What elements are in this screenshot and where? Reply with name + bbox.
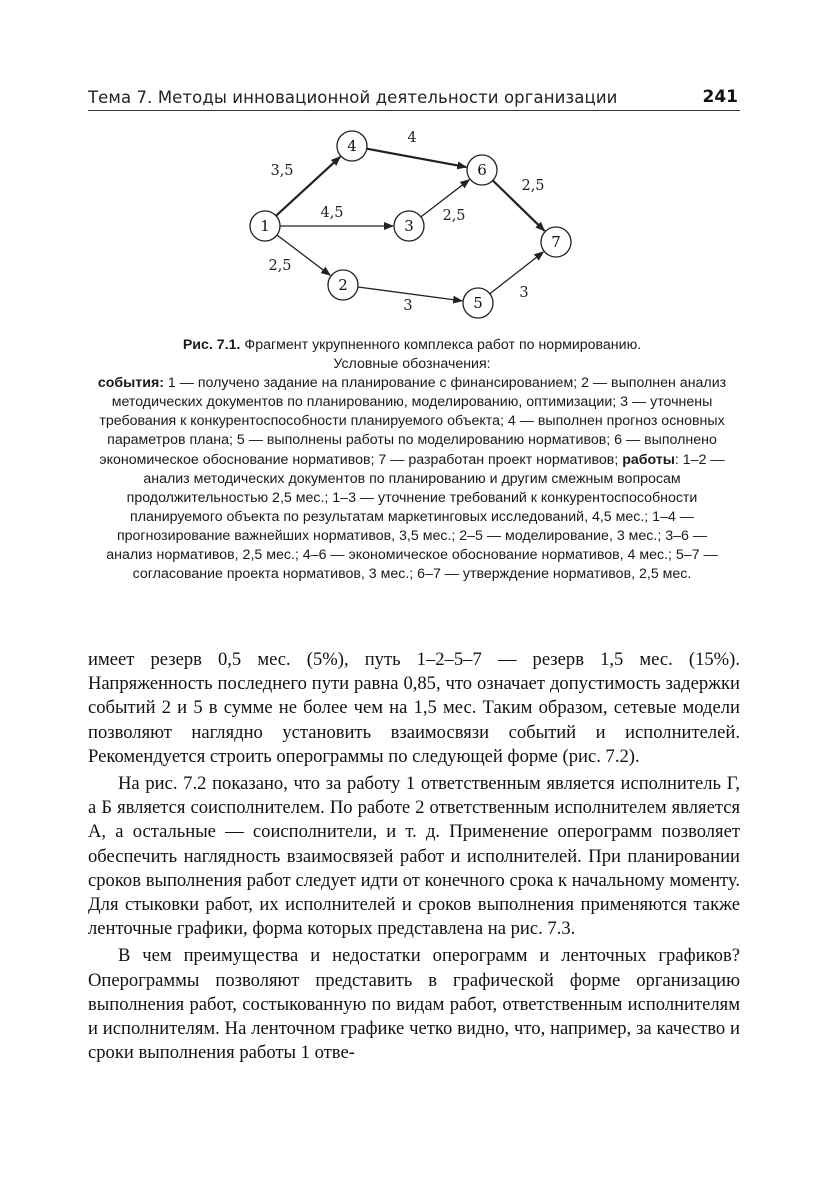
body-text bbox=[88, 648, 740, 1065]
event-node-label: 6 bbox=[477, 161, 487, 179]
header-rule bbox=[88, 110, 740, 111]
edge-label-3-6: 2,5 bbox=[442, 208, 466, 224]
paragraph-3: В чем преимущества и недостатки оперограмм и ленточных графиков? Оперограммы позволяют представить в графической форме организацию выполнения работ, состыкованную по видам работ, ответственным исполнителям и исполнителям. На ленточном графике четко видно, что, например, за качество и сроки выполнения работы 1 отве- bbox=[88, 945, 740, 1064]
edge-label-1-2: 2,5 bbox=[268, 258, 292, 274]
figure-label: Рис. 7.1. bbox=[182, 337, 241, 353]
works-text: : 1–2 — анализ методических документов по планированию и другим смежным вопросам продолжительностью 2,5 мес.; 1–3 — уточнение требований к конкурентоспособности планируемого объекта по результатам маркетинговых исследований, 4,5 мес.; 1–4 — прогнозирование важнейших нормативов, 3,5 мес.; 2–5 — моделирование, 3 мес.; 3–6 — анализ нормативов, 2,5 мес.; 4–6 — экономическое обоснование нормативов, 4 мес.; 5–7 — согласование проекта нормативов, 3 мес.; 6–7 — утверждение нормативов, 2,5 мес. bbox=[106, 451, 725, 583]
edge-label-1-4: 3,5 bbox=[270, 163, 294, 179]
network-diagram bbox=[230, 122, 590, 332]
event-node-label: 2 bbox=[338, 276, 348, 294]
event-node-1 bbox=[250, 211, 280, 241]
caption-title-line bbox=[92, 336, 732, 355]
edge-label-6-7: 2,5 bbox=[521, 178, 545, 194]
figure-caption bbox=[92, 336, 732, 584]
caption-legend bbox=[92, 374, 732, 584]
network-diagram-svg bbox=[230, 122, 590, 332]
event-node-label: 4 bbox=[347, 137, 357, 155]
edge-label-4-6: 4 bbox=[407, 130, 417, 146]
edge-4-6 bbox=[367, 149, 467, 167]
paragraph-1: имеет резерв 0,5 мес. (5%), путь 1–2–5–7 — резерв 1,5 мес. (15%). Напряженность последнего пути равна 0,85, что означает допустимость задержки событий 2 и 5 в сумме не более чем на 1,5 мес. Таким образом, сетевые модели позволяют наглядно установить взаимосвязи событий и исполнителей. Рекомендуется строить оперограммы по следующей форме (рис. 7.2). bbox=[88, 649, 740, 767]
event-node-7 bbox=[541, 227, 571, 257]
events-text: 1 — получено задание на планирование с финансированием; 2 — выполнен анализ методических документов по планированию, моделированию, оптимизации; 3 — уточнены требования к конкурентоспособности планируемого объекта; 4 — выполнен прогноз основных параметров плана; 5 — выполнены работы по моделированию нормативов; 6 — выполнено экономическое обоснование нормативов; 7 — разработан проект нормативов; bbox=[99, 375, 727, 468]
works-label: работы bbox=[622, 451, 675, 468]
running-title: Тема 7. Методы инновационной деятельности организации bbox=[88, 88, 618, 107]
event-node-6 bbox=[467, 155, 497, 185]
edge-label-1-3: 4,5 bbox=[320, 205, 344, 221]
legend-title: Условные обозначения: bbox=[333, 356, 491, 373]
event-node-2 bbox=[328, 270, 358, 300]
event-node-4 bbox=[337, 131, 367, 161]
figure-title: Фрагмент укрупненного комплекса работ по нормированию. bbox=[244, 337, 642, 353]
edge-5-7 bbox=[490, 252, 544, 294]
event-node-label: 7 bbox=[551, 233, 561, 251]
events-label: события: bbox=[97, 375, 164, 392]
page-header bbox=[88, 84, 740, 112]
page-number: 241 bbox=[702, 87, 738, 107]
event-node-label: 5 bbox=[473, 294, 483, 312]
event-node-label: 3 bbox=[404, 217, 414, 235]
edge-label-2-5: 3 bbox=[403, 298, 413, 314]
paragraph-2: На рис. 7.2 показано, что за работу 1 ответственным является исполнитель Г, а Б является соисполнителем. По работе 2 ответственным исполнителем является А, а остальные — соисполнители, и т. д. Применение оперограмм позволяет обеспечить наглядность взаимосвязей работ и исполнителей. При планировании сроков выполнения работ следует идти от конечного срока к начальному моменту. Для стыковки работ, их исполнителей и сроков выполнения применяются также ленточные графики, форма которых представлена на рис. 7.3. bbox=[88, 773, 740, 940]
edge-label-5-7: 3 bbox=[519, 285, 529, 301]
event-node-label: 1 bbox=[260, 217, 270, 235]
event-node-5 bbox=[463, 288, 493, 318]
event-node-3 bbox=[394, 211, 424, 241]
